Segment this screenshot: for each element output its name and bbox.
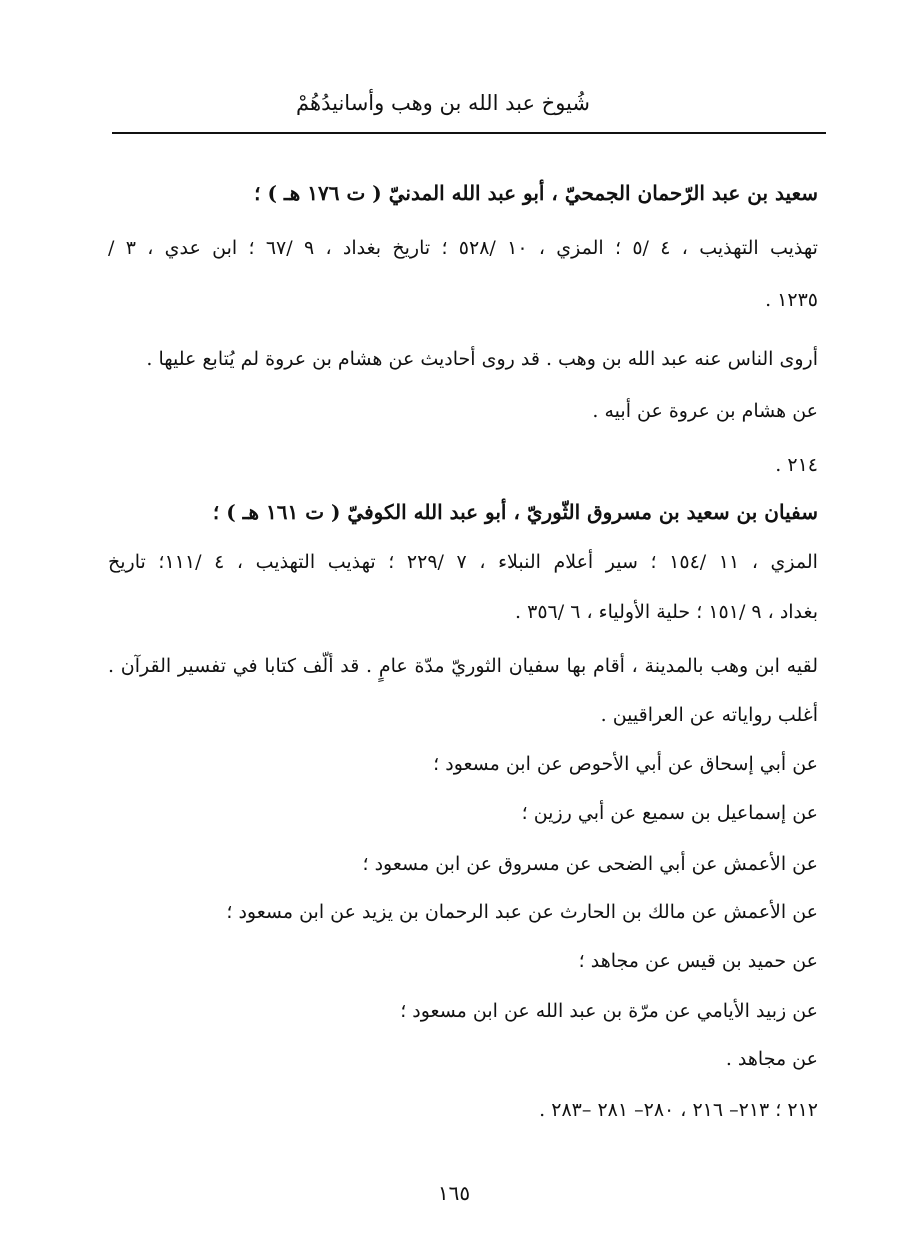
- entry-chain: عن أبي إسحاق عن أبي الأحوص عن ابن مسعود ؛: [433, 753, 818, 775]
- entry-chain: عن هشام بن عروة عن أبيه .: [592, 400, 818, 422]
- entry-chain: عن مجاهد .: [725, 1048, 818, 1070]
- entry-chain: عن الأعمش عن مالك بن الحارث عن عبد الرحمان بن يزيد عن ابن مسعود ؛: [226, 901, 818, 923]
- header-rule: [112, 132, 826, 134]
- entry-note: أروى الناس عنه عبد الله بن وهب . قد روى أحاديث عن هشام بن عروة لم يُتابع عليها .: [146, 348, 818, 370]
- entry-chain: عن حميد بن قيس عن مجاهد ؛: [578, 950, 818, 972]
- entry-note: لقيه ابن وهب بالمدينة ، أقام بها سفيان الثوريّ مدّة عامٍ . قد ألّف كتابا في تفسير القرآن .: [108, 655, 818, 677]
- entry-references: تهذيب التهذيب ، ٤ /٥ ؛ المزي ، ١٠ /٥٢٨ ؛ تاريخ بغداد ، ٩ /٦٧ ؛ ابن عدي ، ٣ /: [108, 237, 818, 259]
- entry-chain: عن زبيد الأيامي عن مرّة بن عبد الله عن ابن مسعود ؛: [400, 1000, 818, 1022]
- entry-references: المزي ، ١١ /١٥٤ ؛ سير أعلام النبلاء ، ٧ /٢٢٩ ؛ تهذيب التهذيب ، ٤ /١١١؛ تاريخ: [108, 551, 818, 573]
- entry-hadith-numbers: ٢١٤ .: [775, 454, 818, 476]
- entry-references-continued: ١٢٣٥ .: [765, 289, 818, 311]
- page-number: ١٦٥: [437, 1181, 471, 1205]
- entry-heading: سفيان بن سعيد بن مسروق الثّوريّ ، أبو عبد الله الكوفيّ ( ت ١٦١ هـ ) ؛: [212, 500, 818, 524]
- running-header-title: شُيوخ عبد الله بن وهب وأسانيدُهُمْ: [296, 91, 590, 115]
- entry-note: أغلب رواياته عن العراقيين .: [600, 704, 818, 726]
- entry-hadith-numbers: ٢١٢ ؛ ٢١٣– ٢١٦ ، ٢٨٠– ٢٨١ –٢٨٣ .: [539, 1099, 818, 1121]
- entry-heading: سعيد بن عبد الرّحمان الجمحيّ ، أبو عبد الله المدنيّ ( ت ١٧٦ هـ ) ؛: [254, 181, 818, 205]
- entry-references-continued: بغداد ، ٩ /١٥١ ؛ حلية الأولياء ، ٦ /٣٥٦ .: [515, 601, 818, 623]
- entry-chain: عن الأعمش عن أبي الضحى عن مسروق عن ابن مسعود ؛: [362, 853, 818, 875]
- entry-chain: عن إسماعيل بن سميع عن أبي رزين ؛: [521, 802, 818, 824]
